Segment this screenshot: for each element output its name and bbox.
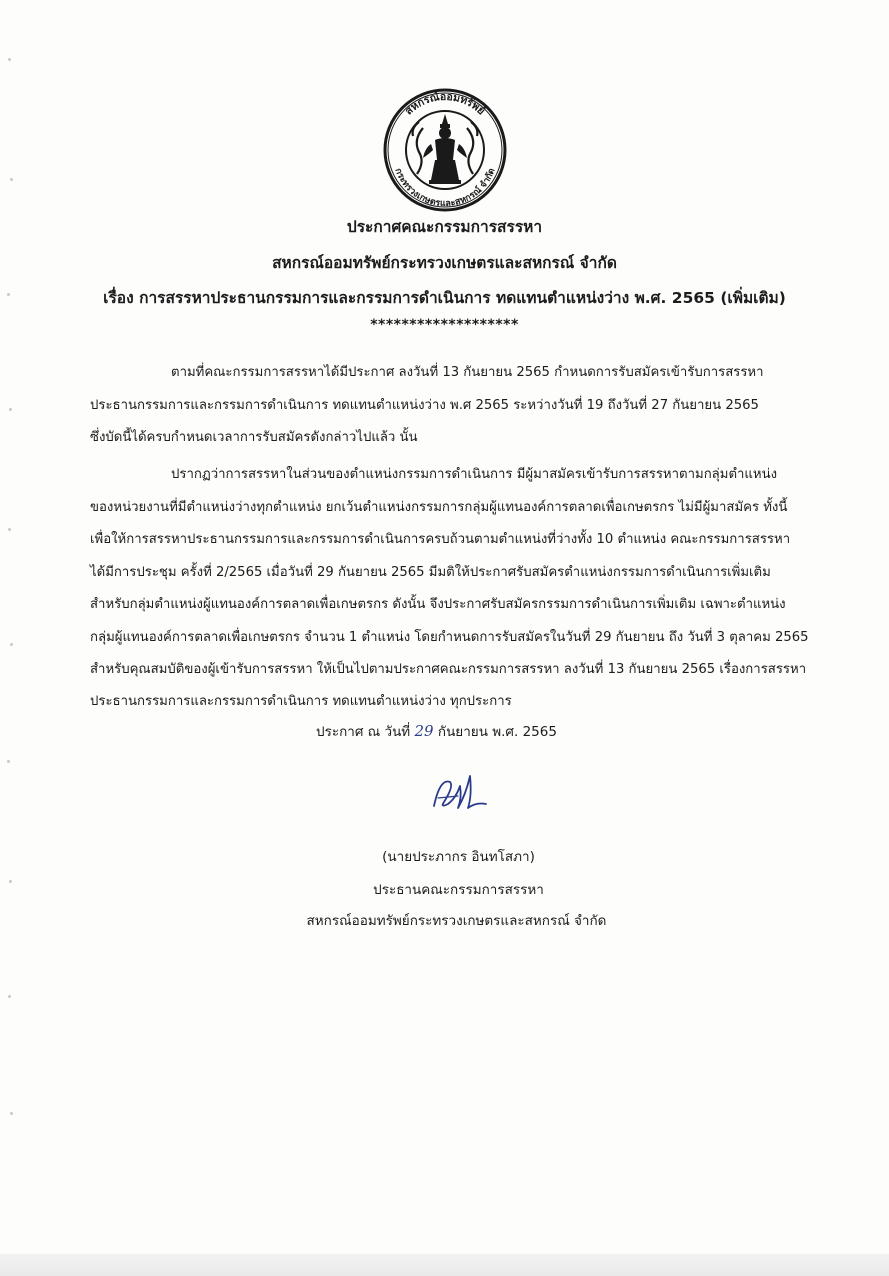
- announcement-date-prefix: ประกาศ ณ วันที่: [316, 724, 415, 740]
- paragraph-2-line: เพื่อให้การสรรหาประธานกรรมการและกรรมการดำเนินการครบถ้วนตามตำแหน่งที่ว่างทั้ง 10 ตำแหน่ง คณะกรรมการสรรหา: [90, 532, 791, 547]
- scan-speck: [9, 880, 12, 883]
- paragraph-2-line: ปรากฏว่าการสรรหาในส่วนของตำแหน่งกรรมการดำเนินการ มีผู้มาสมัครเข้ารับการสรรหาตามกลุ่มตำแหน่ง: [171, 467, 778, 482]
- scan-speck: [8, 995, 11, 998]
- paragraph-2-line: ของหน่วยงานที่มีตำแหน่งว่างทุกตำแหน่ง ยกเว้นตำแหน่งกรรมการกลุ่มผู้แทนองค์การตลาดเพื่อเกษตรกร ไม่มีผู้มาสมัคร ทั้งนี้: [90, 500, 788, 515]
- announcement-date: [316, 720, 557, 742]
- svg-text:สหกรณ์ออมทรัพย์: สหกรณ์ออมทรัพย์: [402, 90, 488, 118]
- signatory-organization: สหกรณ์ออมทรัพย์กระทรวงเกษตรและสหกรณ์ จำกัด: [306, 913, 607, 929]
- paragraph-2-line: ได้มีการประชุม ครั้งที่ 2/2565 เมื่อวันที่ 29 กันยายน 2565 มีมติให้ประกาศรับสมัครตำแหน่งกรรมการดำเนินการเพิ่มเติม: [90, 565, 771, 580]
- scan-speck: [8, 528, 11, 531]
- paragraph-2-line: กลุ่มผู้แทนองค์การตลาดเพื่อเกษตรกร จำนวน 1 ตำแหน่ง โดยกำหนดการรับสมัครในวันที่ 29 กันยายน ถึง วันที่ 3 ตุลาคม 2565: [90, 630, 809, 645]
- scan-speck: [8, 58, 11, 61]
- svg-text:กระทรวงเกษตรและสหกรณ์ จำกัด: กระทรวงเกษตรและสหกรณ์ จำกัด: [392, 167, 498, 210]
- paragraph-2-line: ประธานกรรมการและกรรมการดำเนินการ ทดแทนตำแหน่งว่าง ทุกประการ: [90, 694, 512, 709]
- scan-speck: [10, 643, 13, 646]
- scan-speck: [10, 1112, 13, 1115]
- paragraph-2-line: สำหรับคุณสมบัติของผู้เข้ารับการสรรหา ให้เป็นไปตามประกาศคณะกรรมการสรรหา ลงวันที่ 13 กันยายน 2565 เรื่องการสรรหา: [90, 662, 807, 677]
- separator-line: *******************: [370, 317, 519, 333]
- announcement-date-suffix: กันยายน พ.ศ. 2565: [433, 724, 557, 740]
- paragraph-1-line: ซึ่งบัดนี้ได้ครบกำหนดเวลาการรับสมัครดังกล่าวไปแล้ว นั้น: [90, 430, 418, 445]
- signatory-position: ประธานคณะกรรมการสรรหา: [373, 882, 544, 898]
- signatory-name: (นายประภากร อินทโสภา): [382, 849, 535, 865]
- subject-line: เรื่อง การสรรหาประธานกรรมการและกรรมการดำเนินการ ทดแทนตำแหน่งว่าง พ.ศ. 2565 (เพิ่มเติม): [103, 289, 786, 307]
- paragraph-2-line: สำหรับกลุ่มตำแหน่งผู้แทนองค์การตลาดเพื่อเกษตรกร ดังนั้น จึงประกาศรับสมัครกรรมการดำเนินการเพิ่มเติม เฉพาะตำแหน่ง: [90, 597, 786, 612]
- organization-name: สหกรณ์ออมทรัพย์กระทรวงเกษตรและสหกรณ์ จำกัด: [272, 254, 617, 272]
- paragraph-1-line: ประธานกรรมการและกรรมการดำเนินการ ทดแทนตำแหน่งว่าง พ.ศ 2565 ระหว่างวันที่ 19 ถึงวันที่ 27 กันยายน 2565: [90, 398, 759, 413]
- scan-speck: [9, 408, 12, 411]
- handwritten-signature: [428, 768, 492, 814]
- announcement-title: ประกาศคณะกรรมการสรรหา: [346, 218, 543, 236]
- scan-bottom-edge: [0, 1254, 889, 1276]
- cooperative-seal-logo: [373, 88, 517, 212]
- handwritten-day: 29: [414, 722, 434, 740]
- scan-speck: [10, 178, 13, 181]
- paragraph-1-line: ตามที่คณะกรรมการสรรหาได้มีประกาศ ลงวันที่ 13 กันยายน 2565 กำหนดการรับสมัครเข้ารับการสรรหา: [171, 365, 764, 380]
- scan-speck: [7, 760, 10, 763]
